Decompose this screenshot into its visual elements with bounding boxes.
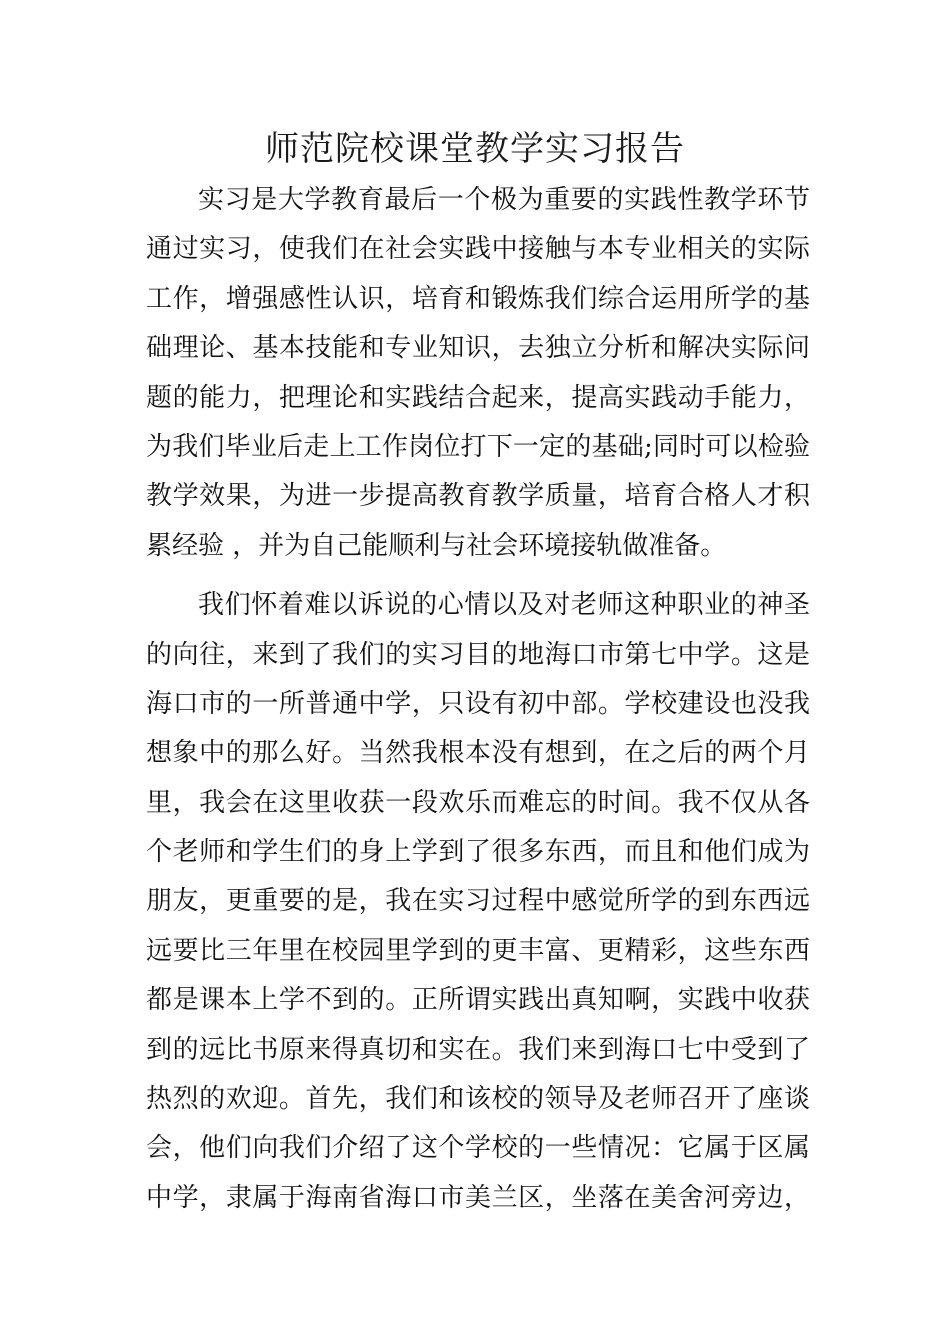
text-line: 础理论、基本技能和专业知识，去独立分析和解决实际问	[146, 333, 810, 364]
text-line: 累经验 ，并为自己能顺利与社会环境接轨做准备。	[146, 530, 727, 561]
text-line: 想象中的那么好。当然我根本没有想到，在之后的两个月	[146, 738, 810, 769]
paragraph	[146, 581, 810, 1223]
text-line: 会，他们向我们介绍了这个学校的一些情况：它属于区属	[146, 1133, 810, 1164]
text-line: 我们怀着难以诉说的心情以及对老师这种职业的神圣	[198, 590, 810, 621]
text-line: 里，我会在这里收获一段欢乐而难忘的时间。我不仅从各	[146, 787, 810, 818]
text-line: 都是课本上学不到的。正所谓实践出真知啊，实践中收获	[146, 985, 810, 1016]
text-line: 教学效果，为进一步提高教育教学质量，培育合格人才积	[146, 481, 810, 512]
text-line: 朋友，更重要的是，我在实习过程中感觉所学的到东西远	[146, 886, 810, 917]
text-line: 远要比三年里在校园里学到的更丰富、更精彩，这些东西	[146, 935, 810, 966]
document-body	[146, 176, 810, 1223]
paragraph-gap	[146, 571, 810, 581]
text-line: 个老师和学生们的身上学到了很多东西，而且和他们成为	[146, 837, 810, 868]
text-line: 工作，增强感性认识，培育和锻炼我们综合运用所学的基	[146, 283, 810, 314]
text-line: 为我们毕业后走上工作岗位打下一定的基础;同时可以检验	[146, 431, 810, 462]
text-line: 的向往，来到了我们的实习目的地海口市第七中学。这是	[146, 639, 810, 670]
text-line: 题的能力，把理论和实践结合起来，提高实践动手能力，	[146, 382, 810, 413]
text-line: 到的远比书原来得真切和实在。我们来到海口七中受到了	[146, 1034, 810, 1065]
text-line: 热烈的欢迎。首先，我们和该校的领导及老师召开了座谈	[146, 1084, 810, 1115]
document-title: 师范院校课堂教学实习报告	[265, 129, 685, 169]
text-line: 中学，隶属于海南省海口市美兰区，坐落在美舍河旁边，	[146, 1182, 810, 1213]
text-line: 海口市的一所普通中学，只设有初中部。学校建设也没我	[146, 688, 810, 719]
paragraph	[146, 176, 810, 571]
text-line: 实习是大学教育最后一个极为重要的实践性教学环节	[198, 185, 810, 215]
text-line: 通过实习，使我们在社会实践中接触与本专业相关的实际	[146, 234, 810, 265]
